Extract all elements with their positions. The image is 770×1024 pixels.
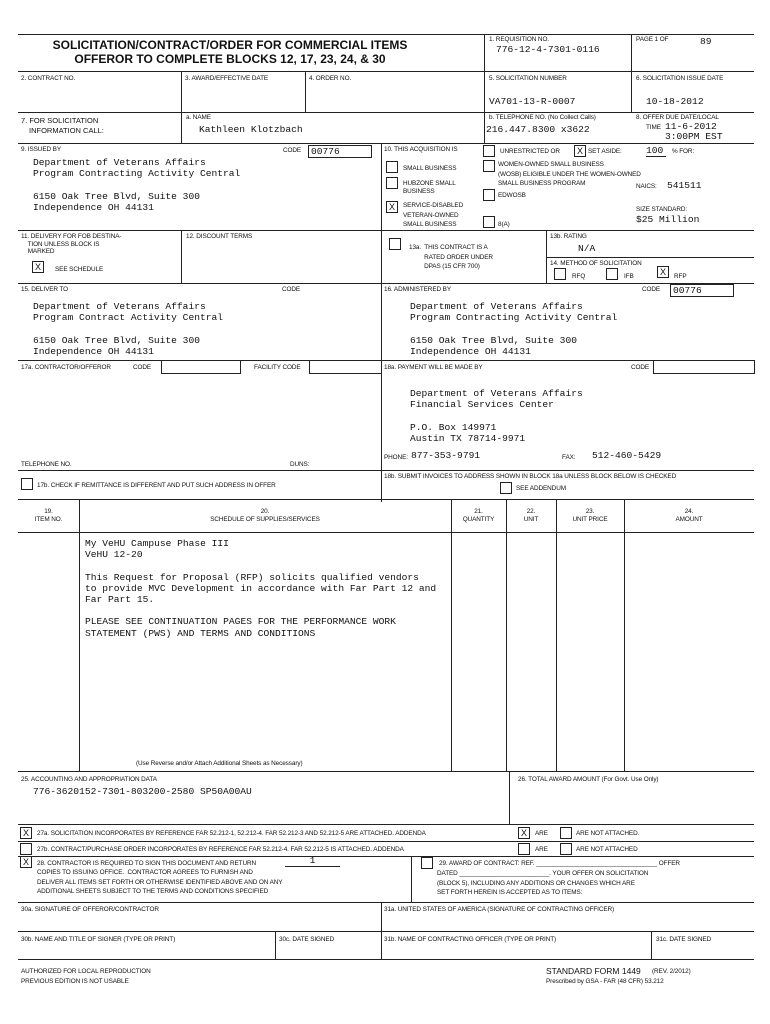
hubzone-label: HUBZONE SMALL BUSINESS bbox=[403, 180, 456, 195]
col-quantity: 21. QUANTITY bbox=[462, 508, 495, 523]
ifb-label: IFB bbox=[624, 273, 634, 280]
footer-revision: (REV. 2/2012) bbox=[652, 968, 691, 975]
footer-reproduction: AUTHORIZED FOR LOCAL REPRODUCTION bbox=[21, 968, 151, 975]
footer-form-number: STANDARD FORM 1449 bbox=[546, 966, 641, 976]
offer-due-time[interactable]: 3:00PM EST bbox=[665, 131, 723, 142]
deliver-to-address: Department of Veterans Affairs Program Contract Activity Central 6150 Oak Tree Blvd, Suite 300 Independence OH 44131 bbox=[33, 301, 223, 357]
clause-28-terms: COPIES TO ISSUING OFFICE. CONTRACTOR AGREES TO FURNISH AND DELIVER ALL ITEMS SET FORTH OR OTHERWISE IDENTIFIED ABOVE AND ON ANY ADDITIONAL SHEETS SUBJECT TO THE TERMS AND CONDITIONS SPECIFIED bbox=[37, 869, 283, 895]
solicitation-info-line2: INFORMATION CALL: bbox=[29, 125, 104, 135]
fob-delivery-label: 11. DELIVERY FOR FOB DESTINA- TION UNLESS BLOCK IS MARKED bbox=[21, 233, 122, 256]
footer-edition: PREVIOUS EDITION IS NOT USABLE bbox=[21, 978, 129, 985]
payment-label: 18a. PAYMENT WILL BE MADE BY bbox=[384, 364, 483, 371]
clause-27b-checkbox[interactable] bbox=[20, 843, 32, 855]
rating-label: 13b. RATING bbox=[550, 233, 587, 240]
offer-due-date[interactable]: 11-6-2012 bbox=[665, 121, 717, 132]
clause-28-copies[interactable]: 1 bbox=[285, 855, 340, 867]
small-business-label: SMALL BUSINESS bbox=[403, 165, 457, 172]
edwosb-checkbox[interactable] bbox=[483, 189, 495, 201]
officer-date-label: 31c. DATE SIGNED bbox=[656, 936, 712, 943]
rating-value[interactable]: N/A bbox=[578, 243, 596, 254]
form-title bbox=[40, 38, 420, 66]
award-date-label: 3. AWARD/EFFECTIVE DATE bbox=[185, 75, 269, 82]
contact-phone[interactable]: 216.447.8300 x3622 bbox=[486, 124, 590, 135]
administered-by-code[interactable]: 00776 bbox=[670, 284, 734, 297]
signer-date-label: 30c. DATE SIGNED bbox=[279, 936, 335, 943]
small-business-checkbox[interactable] bbox=[386, 161, 398, 173]
issued-by-code[interactable]: 00776 bbox=[308, 145, 372, 158]
method-label: 14. METHOD OF SOLICITATION bbox=[550, 260, 642, 267]
set-aside-checkbox[interactable]: X bbox=[574, 145, 586, 157]
payment-fax-label: FAX: bbox=[562, 454, 576, 461]
size-standard-label: SIZE STANDARD: bbox=[636, 206, 688, 213]
clause-29: 29. AWARD OF CONTRACT: REF. ___________________________________ OFFER bbox=[439, 860, 680, 867]
officer-name-label: 31b. NAME OF CONTRACTING OFFICER (TYPE OR PRINT) bbox=[384, 936, 557, 943]
rfq-label: RFQ bbox=[572, 273, 586, 280]
clause-27b-are-checkbox[interactable] bbox=[518, 843, 530, 855]
total-award-label: 26. TOTAL AWARD AMOUNT (For Govt. Use Only) bbox=[518, 776, 659, 783]
payment-code-label: CODE bbox=[631, 364, 650, 371]
order-no-label: 4. ORDER NO. bbox=[309, 75, 352, 82]
facility-code-field[interactable] bbox=[309, 360, 382, 374]
clause-28: 28. CONTRACTOR IS REQUIRED TO SIGN THIS DOCUMENT AND RETURN bbox=[37, 860, 256, 867]
col-unit: 22. UNIT bbox=[523, 508, 539, 523]
remittance-label: 17b. CHECK IF REMITTANCE IS DIFFERENT AND PUT SUCH ADDRESS IN OFFER bbox=[37, 482, 276, 489]
set-aside-label: SET ASIDE: bbox=[588, 148, 622, 155]
issued-by-address: Department of Veterans Affairs Program Contracting Activity Central 6150 Oak Tree Blvd, Suite 300 Independence OH 44131 bbox=[33, 157, 241, 213]
footer-prescribed: Prescribed by GSA - FAR (48 CFR) 53.212 bbox=[546, 978, 664, 985]
accounting-data: 776-3620152-7301-803200-2580 SP50A00AU bbox=[33, 786, 252, 797]
col-supplies: 20. SCHEDULE OF SUPPLIES/SERVICES bbox=[210, 508, 320, 523]
payment-address: Department of Veterans Affairs Financial Services Center P.O. Box 149971 Austin TX 78714-9971 bbox=[410, 388, 583, 444]
rated-order-label: 13a. THIS CONTRACT IS A RATED ORDER UNDER DPAS (15 CFR 700) bbox=[409, 244, 493, 270]
issue-date-label: 6. SOLICITATION ISSUE DATE bbox=[636, 75, 724, 82]
duns-label: DUNS: bbox=[290, 461, 310, 468]
signature-offeror-label: 30a. SIGNATURE OF OFFEROR/CONTRACTOR bbox=[21, 906, 159, 913]
naics-label: NAICS: bbox=[636, 183, 657, 190]
invoice-label: 18b. SUBMIT INVOICES TO ADDRESS SHOWN IN BLOCK 18a UNLESS BLOCK BELOW IS CHECKED bbox=[384, 473, 677, 480]
sdvosb-checkbox[interactable]: X bbox=[386, 201, 398, 213]
rated-order-checkbox[interactable] bbox=[389, 238, 401, 250]
clause-27b-are-not-checkbox[interactable] bbox=[560, 843, 572, 855]
facility-code-label: FACILITY CODE bbox=[254, 364, 301, 371]
ifb-checkbox[interactable] bbox=[606, 268, 618, 280]
issued-by-code-label: CODE bbox=[283, 147, 302, 154]
payment-code-field[interactable] bbox=[653, 360, 755, 374]
contractor-code-field[interactable] bbox=[161, 360, 241, 374]
clause-27b-are-not: ARE NOT ATTACHED bbox=[576, 846, 638, 853]
deliver-to-code-label: CODE bbox=[282, 286, 301, 293]
signature-officer-label: 31a. UNITED STATES OF AMERICA (SIGNATURE OF CONTRACTING OFFICER) bbox=[384, 906, 615, 913]
wosb-checkbox[interactable] bbox=[483, 160, 495, 172]
clause-29-checkbox[interactable] bbox=[421, 857, 433, 869]
solicitation-info-label bbox=[21, 116, 104, 135]
hubzone-checkbox[interactable] bbox=[386, 177, 398, 189]
clause-27a-are-not-checkbox[interactable] bbox=[560, 827, 572, 839]
telephone-label: TELEPHONE NO. bbox=[21, 461, 72, 468]
col-unit-price: 23. UNIT PRICE bbox=[572, 508, 608, 523]
eight-a-label: 8(A) bbox=[498, 221, 510, 228]
eight-a-checkbox[interactable] bbox=[483, 216, 495, 228]
contractor-code-label: CODE bbox=[133, 364, 152, 371]
payment-phone-label: PHONE: bbox=[384, 454, 408, 461]
wosb-label: WOMEN-OWNED SMALL BUSINESS (WOSB) ELIGIBLE UNDER THE WOMEN-OWNED SMALL BUSINESS PROGRAM bbox=[498, 161, 641, 187]
schedule-footnote: (Use Reverse and/or Attach Additional Sheets as Necessary) bbox=[136, 760, 303, 767]
clause-29-terms: DATED __________________________. YOUR OFFER ON SOLICITATION (BLOCK 5), INCLUDING ANY ADDITIONS OR CHANGES WHICH ARE SET FORTH HEREIN IS ACCEPTED AS TO ITEMS: bbox=[437, 870, 649, 896]
page-total: 89 bbox=[700, 36, 712, 47]
rfp-label: RFP bbox=[674, 273, 687, 280]
discount-terms-label: 12. DISCOUNT TERMS bbox=[186, 233, 253, 240]
form-title-line2: OFFEROR TO COMPLETE BLOCKS 12, 17, 23, 24, & 30 bbox=[74, 52, 386, 66]
rfp-checkbox[interactable]: X bbox=[657, 266, 669, 278]
rfq-checkbox[interactable] bbox=[554, 268, 566, 280]
clause-27a-are-checkbox[interactable]: X bbox=[518, 827, 530, 839]
see-addendum-checkbox[interactable] bbox=[500, 482, 512, 494]
deliver-to-label: 15. DELIVER TO bbox=[21, 286, 69, 293]
clause-27a: 27a. SOLICITATION INCORPORATES BY REFERENCE FAR 52.212-1, 52.212-4. FAR 52.212-3 AND 52.212-5 ARE ATTACHED. ADDENDA bbox=[37, 830, 426, 837]
set-aside-percent-for: % FOR: bbox=[672, 148, 695, 155]
naics-code[interactable]: 541511 bbox=[667, 180, 702, 191]
requisition-number[interactable]: 776-12-4-7301-0116 bbox=[496, 44, 600, 55]
unrestricted-checkbox[interactable] bbox=[483, 145, 495, 157]
set-aside-percent[interactable]: 100 bbox=[646, 145, 666, 157]
clause-27b-are: ARE bbox=[535, 846, 548, 853]
offer-due-time-label: TIME bbox=[646, 124, 661, 131]
administered-by-code-label: CODE bbox=[642, 286, 661, 293]
page-label: PAGE 1 OF bbox=[636, 36, 669, 43]
issued-by-label: 9. ISSUED BY bbox=[21, 146, 61, 153]
clause-28-checkbox[interactable]: X bbox=[20, 856, 32, 868]
signer-name-label: 30b. NAME AND TITLE OF SIGNER (TYPE OR PRINT) bbox=[21, 936, 176, 943]
col-amount: 24. AMOUNT bbox=[675, 508, 703, 523]
solicitation-info-line1: 7. FOR SOLICITATION bbox=[21, 116, 99, 125]
see-addendum-label: SEE ADDENDUM bbox=[516, 485, 566, 492]
col-item-no: 19. ITEM NO. bbox=[34, 508, 63, 523]
see-schedule-checkbox[interactable]: X bbox=[32, 261, 44, 273]
contractor-label: 17a. CONTRACTOR/OFFEROR bbox=[21, 364, 111, 371]
edwosb-label: EDWOSB bbox=[498, 192, 526, 199]
clause-27a-checkbox[interactable]: X bbox=[20, 827, 32, 839]
unrestricted-label: UNRESTRICTED OR bbox=[500, 148, 560, 155]
contact-phone-label: b. TELEPHONE NO. (No Collect Calls) bbox=[489, 114, 596, 121]
issue-date[interactable]: 10-18-2012 bbox=[646, 96, 704, 107]
requisition-label: 1. REQUISITION NO. bbox=[489, 36, 549, 43]
contract-no-label: 2. CONTRACT NO. bbox=[21, 75, 76, 82]
contact-name-label: a. NAME bbox=[186, 114, 211, 121]
remittance-checkbox[interactable] bbox=[21, 478, 33, 490]
solicitation-number[interactable]: VA701-13-R-0007 bbox=[489, 96, 576, 107]
payment-phone: 877-353-9791 bbox=[411, 450, 481, 461]
clause-27b: 27b. CONTRACT/PURCHASE ORDER INCORPORATES BY REFERENCE FAR 52.212-4. FAR 52.212-5 IS ATTACHED. ADDENDA bbox=[37, 846, 404, 853]
administered-by-address: Department of Veterans Affairs Program Contracting Activity Central 6150 Oak Tree Blvd, Suite 300 Independence OH 44131 bbox=[410, 301, 618, 357]
clause-27a-are: ARE bbox=[535, 830, 548, 837]
see-schedule-label: SEE SCHEDULE bbox=[55, 266, 104, 273]
acquisition-label: 10. THIS ACQUISITION IS bbox=[384, 146, 458, 153]
administered-by-label: 16. ADMINISTERED BY bbox=[384, 286, 451, 293]
offer-due-label: 8. OFFER DUE DATE/LOCAL bbox=[636, 114, 719, 121]
form-title-line1: SOLICITATION/CONTRACT/ORDER FOR COMMERCIAL ITEMS bbox=[52, 38, 408, 52]
payment-fax: 512-460-5429 bbox=[592, 450, 662, 461]
sdvosb-label: SERVICE-DISABLED VETERAN-OWNED SMALL BUSINESS bbox=[403, 202, 464, 228]
schedule-description: My VeHU Campuse Phase III VeHU 12-20 This Request for Proposal (RFP) solicits qualified vendors to provide MVC Development in accordance with Far Part 12 and Far Part 15. PLEASE SEE CONTINUATION PAGES FOR THE PERFORMANCE WORK STATEMENT (PWS) AND TERMS AND CONDITIONS bbox=[85, 538, 437, 639]
accounting-label: 25. ACCOUNTING AND APPROPRIATION DATA bbox=[21, 776, 157, 783]
size-standard[interactable]: $25 Million bbox=[636, 214, 700, 225]
contact-name[interactable]: Kathleen Klotzbach bbox=[199, 124, 303, 135]
solicitation-number-label: 5. SOLICITATION NUMBER bbox=[489, 75, 567, 82]
clause-27a-are-not: ARE NOT ATTACHED. bbox=[576, 830, 640, 837]
